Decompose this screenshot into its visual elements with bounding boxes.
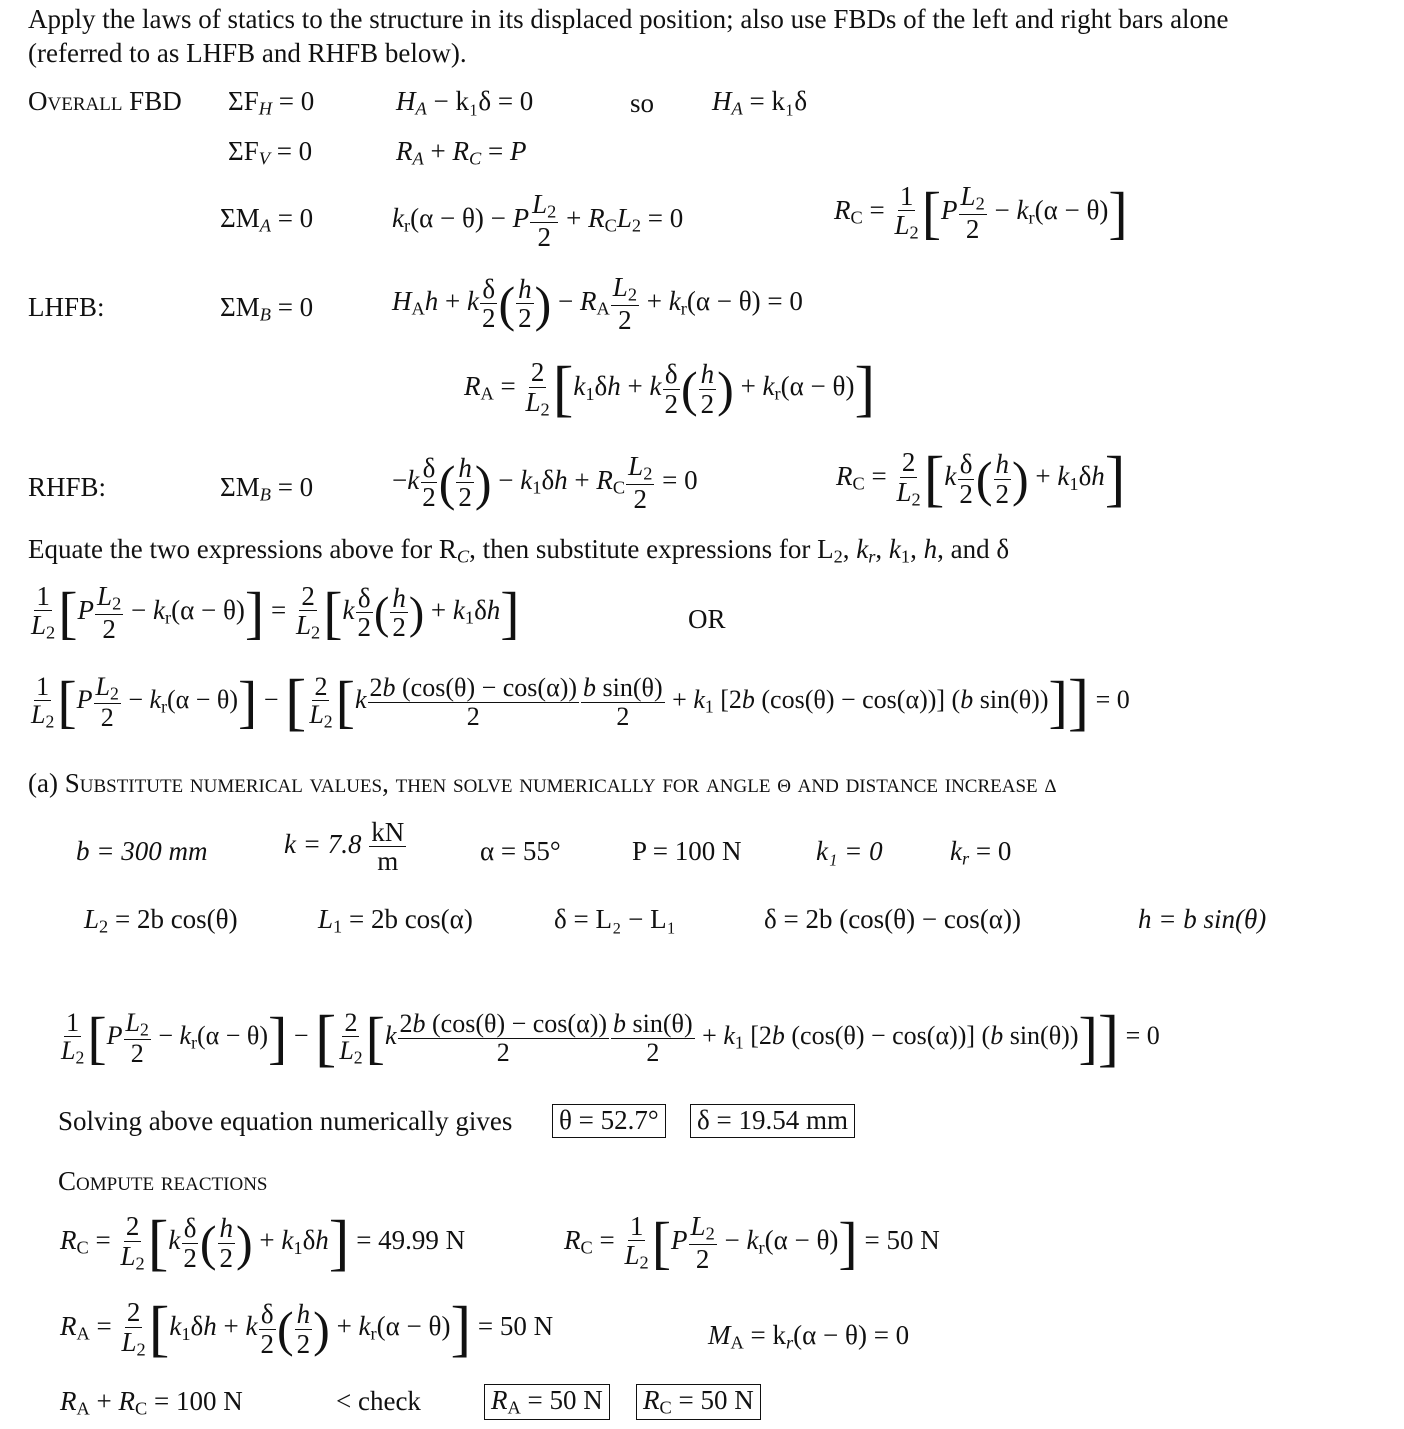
solve-text: Solving above equation numerically gives: [58, 1106, 513, 1136]
or-word: OR: [688, 604, 726, 634]
rhfb-moment-equation: −k $\frac{\delta}{2}$ ( $\frac{h}{2}$ ) − $k_1\delta h + R_C$ $\frac{L_2}{2}$ = 0: [392, 451, 698, 514]
ha-equation: $H_A - k_1\delta = 0$: [396, 86, 534, 119]
theta-result-box: θ = 52.7°: [552, 1104, 666, 1138]
def-delta: δ = L₂ − L₁: [554, 904, 676, 934]
param-kr: $k_r = 0$: [950, 836, 1012, 869]
param-p: P = 100 N: [632, 836, 742, 866]
lhfb-moment-equation: $H_Ah + k$ $\frac{\delta}{2}$ ( $\frac{h}{2}$ ) − $R_A$ $\frac{L_2}{2}$ + $k_r(\alpha - \theta) = 0$: [392, 272, 803, 335]
sum-reactions: $R_A + R_C = 100$ N: [60, 1386, 243, 1419]
so-word: so: [630, 88, 655, 118]
rc-expression-1: $R_C$ = $\frac{1}{L_2}$ [P $\frac{L_2}{2}$ − $k_r(\alpha - \theta)$]: [834, 179, 1128, 245]
intro-line-1: Apply the laws of statics to the structure in its displaced position; also use FBDs of the left and right bars alone: [28, 4, 1229, 34]
rc-computed-1: $R_C$ = $\frac{2}{L_2}$ [k $\frac{\delta}{2}$ ( $\frac{h}{2}$ ) + $k_1\delta h] = 49.99$ N: [60, 1209, 466, 1277]
intro-line-2: (referred to as LHFB and RHFB below).: [28, 38, 467, 68]
check-note: < check: [336, 1386, 421, 1416]
substituted-equation: $\frac{1}{L_2}$ [P $\frac{L_2}{2}$ − $k_r(\alpha - \theta)$] − [ $\frac{2}{L_2}$ [k $\frac{2b (\cos(\theta) - \cos(\alpha))}{2}$ $\frac{\text{b sin(θ)}}{2}$ + $k_1$ [2b (cos(θ) − cos(α))] (b sin(θ))]] = 0: [61, 1002, 1160, 1073]
sum-fh-equation: $\Sigma F_H = 0$: [228, 86, 315, 119]
sum-ma-label: $\Sigma M_A = 0$: [220, 203, 314, 236]
equate-equation-2: $\frac{1}{L_2}$ [P $\frac{L_2}{2}$ − $k_r(\alpha - \theta)$] − [ $\frac{2}{L_2}$ [k $\frac{2b (\cos(\theta) - \cos(\alpha))}{2}$ $\frac{\text{b sin(θ)}}{2}$ + $k_1$ [2b (cos(θ) − cos(α))] (b sin(θ))]] = 0: [31, 666, 1130, 737]
ma-computed: $M_A = k_r(\alpha - \theta) = 0$: [708, 1320, 910, 1353]
equate-equation-1: $\frac{1}{L_2}$ [P $\frac{L_2}{2}$ − $k_r(\alpha - \theta)$] = $\frac{2}{L_2}$ [k $\frac{\delta}{2}$ ( $\frac{h}{2}$ ) + $k_1\delta h$]: [31, 579, 520, 645]
moment-a-equation: $k_r(\alpha - \theta) - P$ $\frac{L_2}{2}$ + $R_CL_2 = 0$: [392, 189, 684, 252]
rc-expression-2: $R_C$ = $\frac{2}{L_2}$ [k $\frac{\delta}{2}$ ( $\frac{h}{2}$ ) + $k_1\delta h$]: [836, 445, 1126, 513]
overall-fbd-label: Overall FBD: [28, 86, 182, 116]
rhfb-label: RHFB:: [28, 472, 107, 502]
part-a-heading: (a) Substitute numerical values, then solve numerically for angle θ and distance increase δ: [28, 768, 1057, 798]
lhfb-label: LHFB:: [28, 292, 105, 322]
param-k1: k₁ = 0: [816, 836, 883, 866]
ra-result-box: $R_A = 50$ N: [484, 1384, 610, 1420]
rc-computed-2: $R_C$ = $\frac{1}{L_2}$ [P $\frac{L_2}{2}$ − $k_r(\alpha - \theta)] = 50$ N: [564, 1209, 940, 1275]
rc-result-box: $R_C = 50$ N: [636, 1384, 761, 1420]
lhfb-sum-mb: $\Sigma M_B = 0$: [220, 292, 314, 325]
param-k: k = 7.8 $\frac{kN}{m}$: [284, 817, 405, 877]
rhfb-sum-mb: $\Sigma M_B = 0$: [220, 472, 314, 505]
def-delta-2: δ = 2b (cos(θ) − cos(α)): [764, 904, 1021, 934]
sum-fv-equation: $\Sigma F_V = 0$: [228, 136, 313, 169]
ra-expression: $R_A$ = $\frac{2}{L_2}$ [$k_1\delta h + k$ $\frac{\delta}{2}$ ( $\frac{h}{2}$ ) + $k_r(\alpha - \theta)$]: [464, 355, 876, 423]
def-l2: $L_2 = 2b$ cos(θ): [84, 904, 238, 937]
reactions-heading: Compute reactions: [58, 1166, 268, 1196]
ra-computed: $R_A$ = $\frac{2}{L_2}$ [$k_1\delta h + k$ $\frac{\delta}{2}$ ( $\frac{h}{2}$ ) + $k_r(\alpha - \theta)] = 50$ N: [60, 1295, 554, 1363]
param-b: b = 300 mm: [76, 836, 208, 866]
equate-text: Equate the two expressions above for $R_C$, then substitute expressions for $L_2$, $k_r$, $k_1$, h, and δ: [28, 534, 1010, 567]
def-l1: $L_1 = 2b$ cos(α): [318, 904, 473, 937]
def-h: h = b sin(θ): [1138, 904, 1267, 934]
delta-result-box: δ = 19.54 mm: [690, 1104, 855, 1138]
ha-result: $H_A = k_1\delta$: [712, 86, 808, 119]
param-alpha: α = 55°: [480, 836, 561, 866]
ra-rc-equation: $R_A + R_C = P$: [396, 136, 527, 169]
